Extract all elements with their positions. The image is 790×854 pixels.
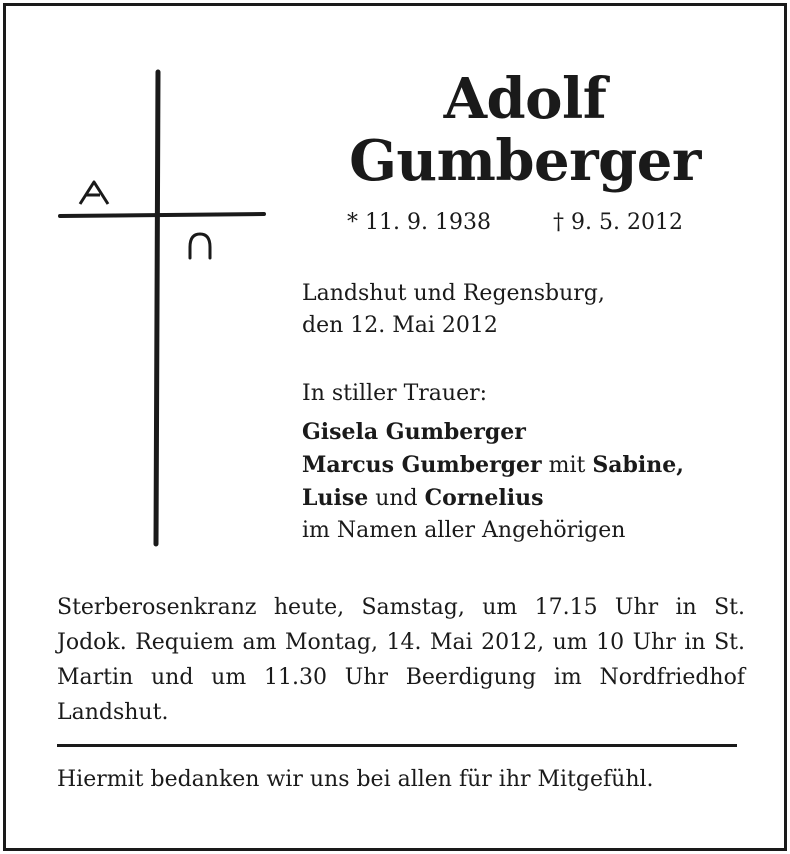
mourner-name: Gisela Gumberger — [302, 419, 526, 445]
service-notice: Sterberosenkranz heute, Samstag, um 17.15 Uhr in St. Jodok. Requiem am Montag, 14. Mai 2012, um 10 Uhr in St. Martin und um 11.30 Uhr Beerdigung im Nordfriedhof Landshut. — [57, 595, 745, 725]
mourner-name: Marcus Gumberger — [302, 452, 542, 478]
mourner-name: Luise — [302, 485, 369, 511]
connector-text: und — [375, 486, 418, 511]
omega-symbol — [190, 234, 210, 258]
alpha-symbol — [80, 182, 108, 204]
deceased-first-name: Adolf — [443, 66, 607, 132]
deceased-last-name: Gumberger — [349, 128, 701, 194]
mourner-name: Cornelius — [424, 485, 544, 511]
cross-icon — [50, 62, 280, 562]
place-line: Landshut und Regensburg, — [302, 281, 605, 306]
mourner-name: Sabine, — [592, 452, 684, 478]
divider — [57, 744, 737, 747]
date-line: den 12. Mai 2012 — [302, 313, 498, 338]
mourners-block — [302, 378, 684, 547]
death-date: † 9. 5. 2012 — [553, 210, 683, 235]
thanks-line: Hiermit bedanken wir uns bei allen für ihr Mitgefühl. — [57, 767, 654, 792]
mourners-intro: In stiller Trauer: — [302, 381, 488, 406]
mourners-closing: im Namen aller Angehörigen — [302, 518, 626, 543]
connector-text: mit — [548, 453, 586, 478]
birth-date: * 11. 9. 1938 — [347, 210, 491, 235]
place-and-date — [302, 278, 605, 342]
